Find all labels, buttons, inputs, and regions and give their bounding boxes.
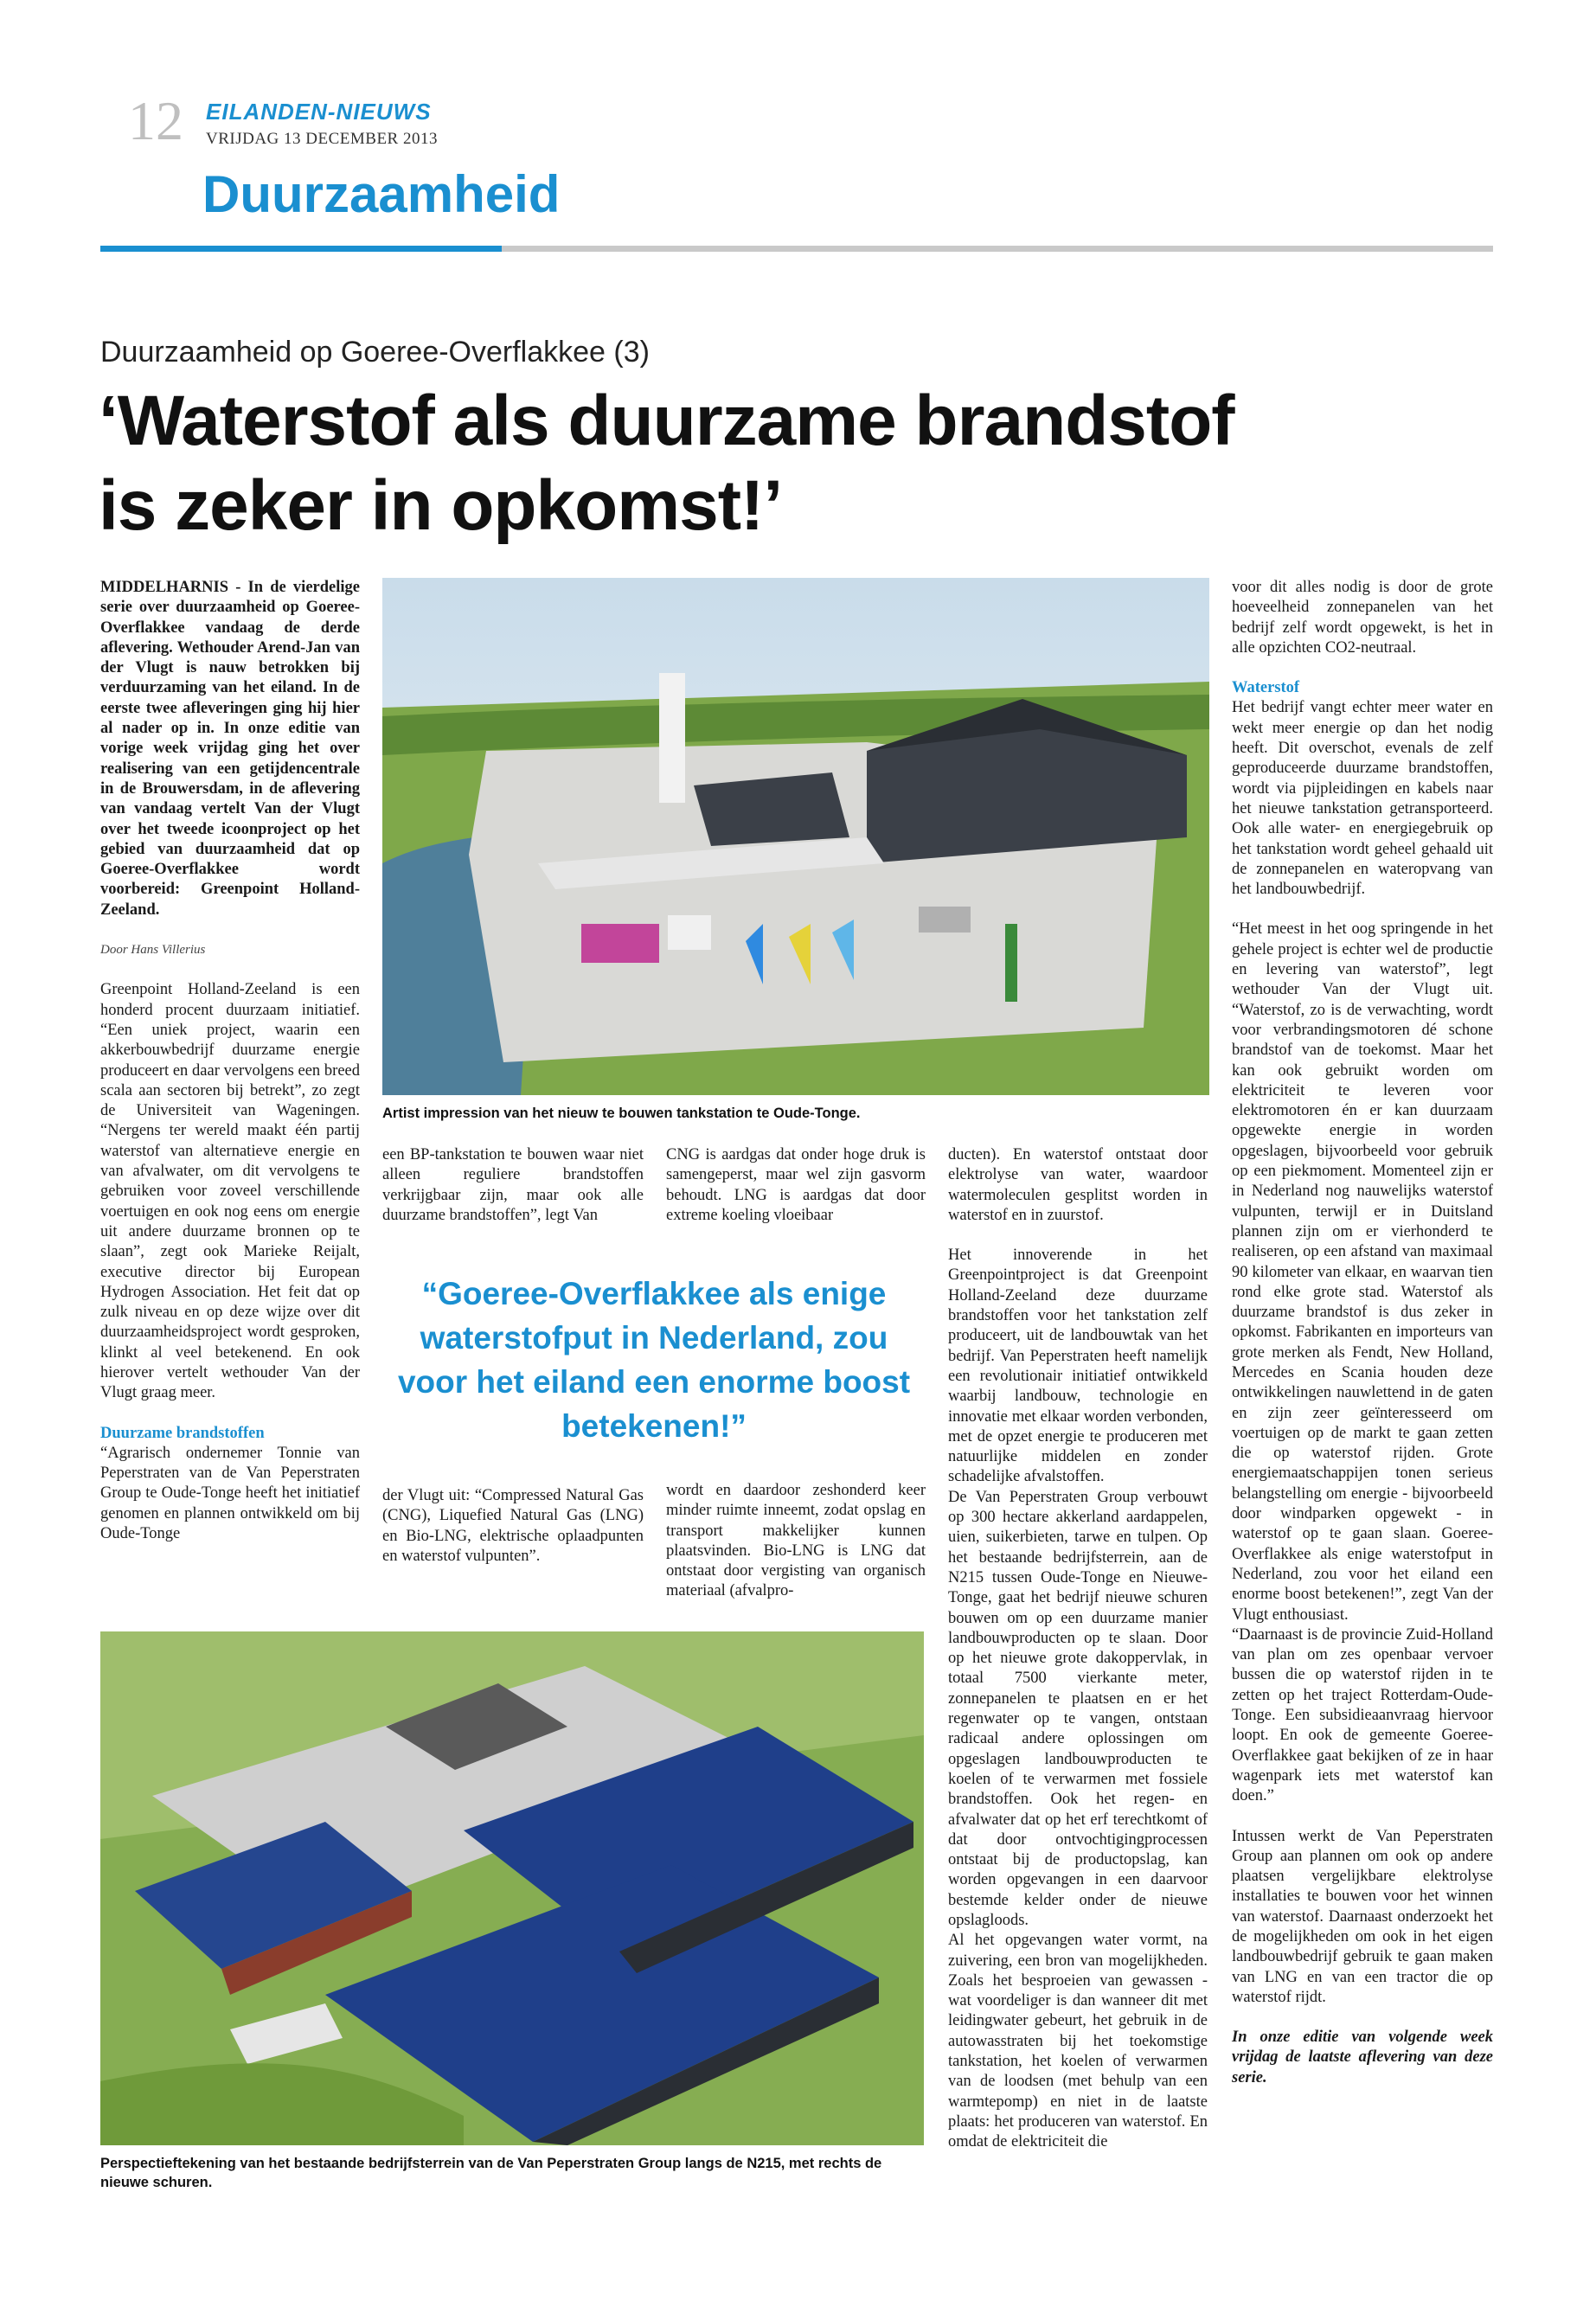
page-number: 12 [128,90,183,151]
paragraph: Intussen werkt de Van Peperstraten Group aan plannen om ook op andere plaatsen vergelijkbare elektrolyse installaties te bouwen voor het winnen van waterstof. Daarnaast onderzoekt het de mogelijkheden om ook in het eigen landbouwbedrijf gebruik te gaan maken van LNG en van een tractor die op waterstof rijdt. [1232,1827,1493,2006]
paragraph: wordt en daardoor zeshonderd keer minder ruimte inneemt, zodat opslag en transport makkelijker kunnen plaatsvinden. Bio-LNG is LNG dat ontstaat door vergisting van organisch materiaal (afvalpro- [666,1482,926,1600]
section-title: Duurzaamheid [202,165,561,223]
paragraph: een BP-tankstation te bouwen waar niet alleen reguliere brandstoffen verkrijgbaar zijn, maar ook alle duurzame brandstoffen”, legt Van [382,1146,644,1224]
column-3-top [666,1145,926,1246]
publication-date: VRIJDAG 13 DECEMBER 2013 [206,130,438,148]
subhead-waterstof: Waterstof [1232,679,1300,697]
paragraph: Het bedrijf vangt echter meer water en wekt meer energie op dan het nodig heeft. Dit overschot, evenals de zelf geproduceerde duurzame brandstoffen, wordt via pijpleidingen en kabels naar het nieuwe tankstation getransporteerd. Ook alle water- en energiegebruik op het tankstation wordt geheel gehaald uit de zonnepanelen en wateropvang van het landbouwbedrijf. [1232,699,1493,899]
photo-caption-top: Artist impression van het nieuw te bouwen tankstation te Oude-Tonge. [382,1106,861,1121]
paragraph: Greenpoint Holland-Zeeland is een honderd procent duurzaam initiatief. “Een uniek project, waarin een akkerbouwbedrijf duurzame energie produceert en daar vervolgens een breed scala aan sectoren bij betrekt”, zo zegt de Universiteit van Wageningen. “Nergens ter wereld maakt één partij waterstof van alternatieve energie en van afvalwater, om dit vervolgens te gebruiken voor zoveel verschillende voertuigen en ook nog eens om energie uit andere duurzame bronnen op te slaan”, zegt ook Marieke Reijalt, executive director bij European Hydrogen Association. Het feit dat op zulk niveau en op deze wijze over dit duurzaamheidsproject wordt gesproken, klinkt al veel betekenend. En ook hierover vertelt wethouder Van der Vlugt graag meer. [100,981,360,1402]
column-2-bottom [382,1486,644,1586]
column-2-top [382,1145,644,1246]
paragraph: De Van Peperstraten Group verbouwt op 300 hectare akkerland aardappelen, uien, suikerbieten, tarwe en tulpen. Op het bestaande bedrijfsterrein, aan de N215 tussen Oude-Tonge en Nieuwe-Tonge, gaat het bedrijf nieuwe schuren bouwen om op een duurzame manier landbouwproducten op te slaan. Door op het nieuwe grote dakoppervlak, in totaal 7500 vierkante meter, zonnepanelen te plaatsen en er het regenwater op te vangen, ontstaan radicaal andere oplossingen om opgeslagen landbouwproducten te koelen of te verwarmen met fossiele brandstoffen. Ook het regen- en afvalwater dat op het erf terechtkomt of dat door ontvochtigingprocessen ontstaat bij de productopslag, kan worden opgevangen in een daarvoor bestemde kelder onder de nieuwe opslagloods. [948,1488,1208,1929]
illustration-tankstation [382,578,1209,1095]
price-sign [1005,924,1017,1002]
paragraph: voor dit alles nodig is door de grote hoeveelheid zonnepanelen van het bedrijf zelf wordt opgewekt, is het in alle opzichten CO2-neutraal. [1232,579,1493,657]
column-5 [1232,578,1493,2108]
paragraph: “Daarnaast is de provincie Zuid-Holland van plan om zes openbaar vervoer bussen die op waterstof rijden in te zetten op het traject Rotterdam-Oude-Tonge. Een subsidieaanvraag hiervoor loopt. En ook de gemeente Goeree-Overflakkee gaat bekijken of ze in haar wagenpark iets met waterstof kan doen.” [1232,1625,1493,1805]
headline [99,379,1396,548]
paragraph: “Agrarisch ondernemer Tonnie van Peperstraten van de Van Peperstraten Group te Oude-Tonge heeft het initiatief genomen en plannen ontwikkeld om bij Oude-Tonge [100,1444,360,1543]
publication-masthead: EILANDEN-NIEUWS [206,99,432,125]
paragraph: CNG is aardgas dat onder hoge druk is samengeperst, maar wel zijn gasvorm behoudt. LNG is aardgas dat door extreme koeling vloeibaar [666,1146,926,1224]
paragraph: Het innoverende in het Greenpointproject is dat Greenpoint Holland-Zeeland deze duurzame brandstoffen voor het tankstation zelf produceert, uit de landbouwtak van het bedrijf. Van Peperstraten heeft namelijk een revolutionair initiatief ontwikkeld waarbij landbouw, technologie en innovatie met elkaar worden verbonden, met de opzet energie te produceren met natuurlijke middelen en zonder schadelijke afvalstoffen. [948,1247,1208,1486]
series-label: Duurzaamheid op Goeree-Overflakkee (3) [100,336,650,369]
photo-aerial-perspective [100,1631,924,2145]
section-rule [502,246,1493,252]
byline: Door Hans Villerius [100,943,206,958]
paragraph: ducten). En waterstof ontstaat door elektrolyse van water, waardoor watermoleculen gesplitst worden in waterstof en in zuurstof. [948,1146,1208,1224]
paragraph: “Het meest in het oog springende in het gehele project is echter wel de productie en levering van waterstof”, legt wethouder Van der Vlugt uit. “Waterstof, zo is de verwachting, wordt voor verbrandingsmotoren dé schone brandstof van de toekomst. Maar het kan ook gebruikt worden om elektriciteit te leveren voor elektromotoren én er kan duurzaam opgewekte energie in worden opgeslagen, bijvoorbeeld voor gebruik op een piekmoment. Momenteel zijn er in Nederland nog nauwelijks waterstof vulpunten, terwijl er in Duitsland plannen zijn om er vierhonderd te realiseren, op een afstand van maximaal 90 kilometer van elkaar, en waarvan tien rond elke grote stad. Waterstof als duurzame brandstof is dus zeker in opkomst. Fabrikanten en importeurs van grote merken als Fendt, New Holland, Mercedes en Scania houden deze ontwikkelingen nauwlettend in de gaten en zijn zeer geïnteresseerd om voertuigen op de markt te gaan zetten die op waterstof rijden. Grote energiemaatschappijen tonen serieus belangstelling om energie - bijvoorbeeld door windparken opgewekt - in waterstof op te gaan slaan. Goeree-Overflakkee als enige waterstofput in Nederland, zou voor het eiland een enorme boost betekenen!”, zegt Van der Vlugt enthousiast. [1232,920,1493,1624]
column-1 [100,578,360,1564]
photo-caption-bottom: Perspectieftekening van het bestaande bedrijfsterrein van de Van Peperstraten Group langs de N215, met rechts de nieuwe schuren. [100,2156,882,2190]
illustration-aerial [100,1631,924,2145]
headline-line-1: ‘Waterstof als duurzame brandstof [99,381,1234,460]
column-3-bottom [666,1481,926,1622]
paragraph: der Vlugt uit: “Compressed Natural Gas (CNG), Liquefied Natural Gas (LNG) en Bio-LNG, elektrische oplaadpunten en waterstof vulpunten”. [382,1487,644,1565]
photo-tankstation-impression [382,578,1209,1095]
silo [659,673,685,803]
column-4 [948,1145,1208,2173]
article-lead: MIDDELHARNIS - In de vierdelige serie over duurzaamheid op Goeree-Overflakkee vandaag de derde aflevering. Wethouder Arend-Jan van der Vlugt is nauw betrokken bij verduurzaming van het eiland. In de eerste twee afleveringen ging hij hier al nader op in. In onze editie van vorige week vrijdag ging het over realisering van een getijdencentrale in de Brouwersdam, in de aflevering van vandaag vertelt Van der Vlugt over het tweede icoonproject op het gebied van duurzaamheid dat op Goeree-Overflakkee wordt voorbereid: Greenpoint Holland-Zeeland. [100,579,360,919]
headline-line-2: is zeker in opkomst!’ [99,466,783,545]
paragraph: Al het opgevangen water vormt, na zuivering, een bron van mogelijkheden. Zoals het besproeien van gewassen - wat voordeliger is dan wanneer dit met leidingwater gebeurt, het gebruik in de autowasstraten bij het toekomstige tankstation, het koelen of verwarmen van de loodsen (met behulp van een warmtepomp) en niet in de laatste plaats: het produceren van waterstof. En omdat de elektriciteit die [948,1932,1208,2151]
section-rule-accent [100,246,502,252]
closing-note: In onze editie van volgende week vrijdag de laatste aflevering van deze serie. [1232,2029,1493,2086]
subhead-duurzame-brandstoffen: Duurzame brandstoffen [100,1424,265,1442]
pull-quote: “Goeree-Overflakkee als enige waterstofput in Nederland, zou voor het eiland een enorme boost betekenen!” [397,1276,911,1444]
